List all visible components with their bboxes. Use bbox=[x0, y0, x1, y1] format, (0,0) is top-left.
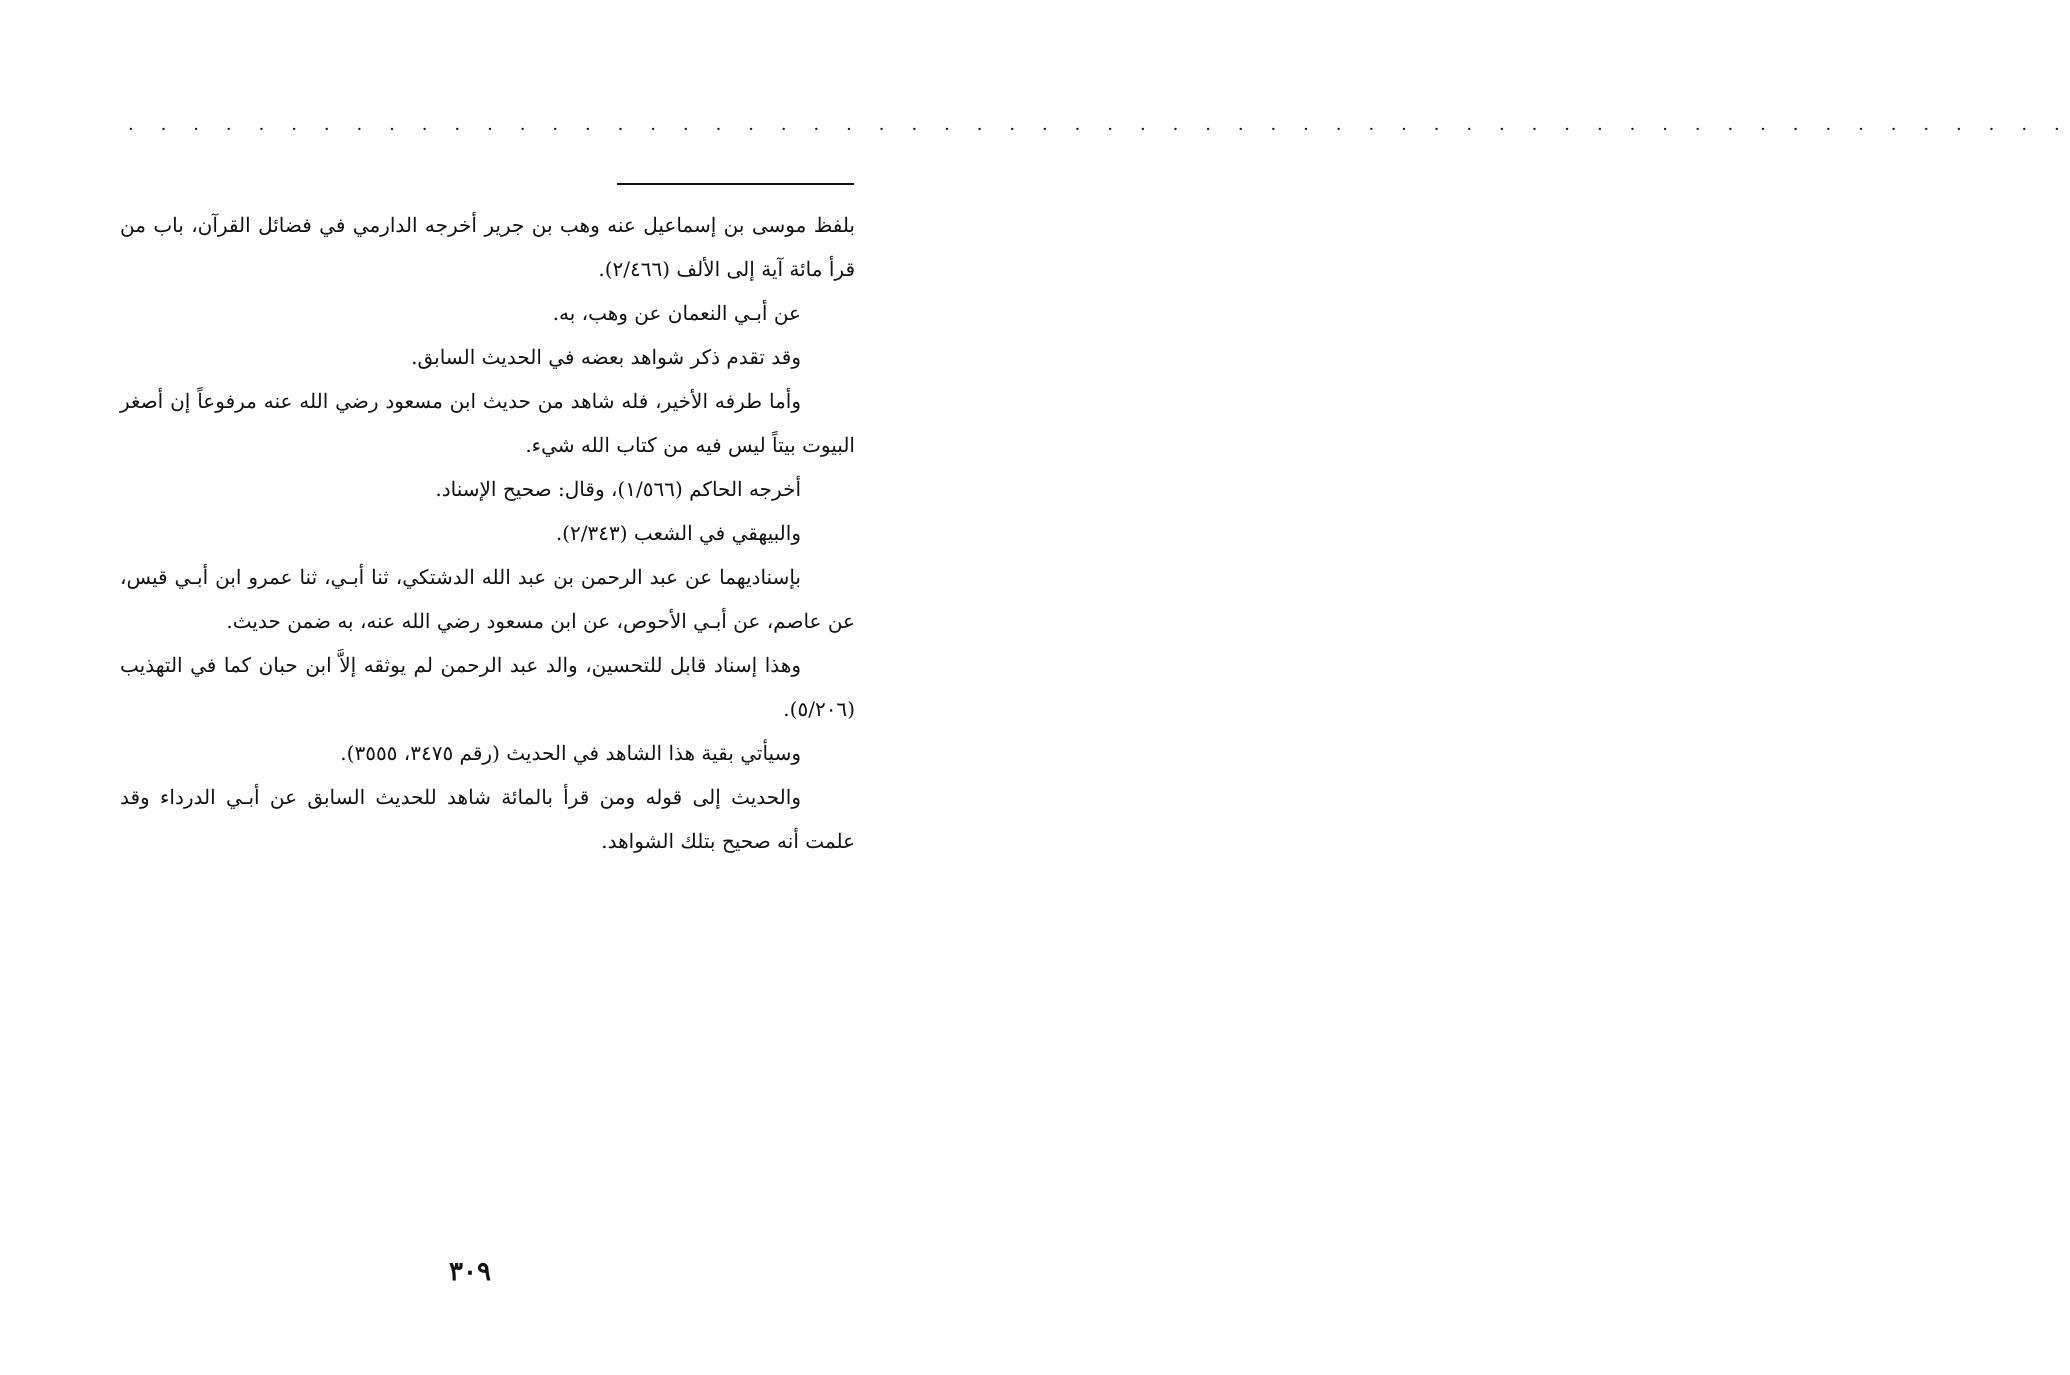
dotted-separator: · · · · · · · · · · · · · · · · · · · · · · · · · · · · · · · · · · · · · · · · · · · · · · · · · · · · · · · · · · · · bbox=[128, 119, 2070, 140]
paragraph: والحديث إلى قوله ومن قرأ بالمائة شاهد للحديث السابق عن أبـي الدرداء وقد علمت أنه صحيح بتلك الشواهد. bbox=[120, 785, 855, 853]
footnote-text bbox=[120, 203, 855, 863]
paragraph: والبيهقي في الشعب (٢/٣٤٣). bbox=[555, 521, 801, 545]
paragraph: وهذا إسناد قابل للتحسين، والد عبد الرحمن لم يوثقه إلاَّ ابن حبان كما في التهذيب (٥/٢٠٦). bbox=[120, 653, 855, 721]
paragraph: وقد تقدم ذكر شواهد بعضه في الحديث السابق. bbox=[411, 345, 801, 369]
footnote-rule bbox=[617, 183, 854, 185]
paragraph: بلفظ موسى بن إسماعيل عنه وهب بن جرير أخرجه الدارمي في فضائل القرآن، باب من قرأ مائة آية إلى الألف (٢/٤٦٦). bbox=[120, 213, 856, 281]
page-number: ٣٠٩ bbox=[449, 1257, 491, 1287]
paragraph: عن أبـي النعمان عن وهب، به. bbox=[552, 301, 801, 325]
paragraph: وأما طرفه الأخير، فله شاهد من حديث ابن مسعود رضي الله عنه مرفوعاً إن أصغر البيوت بيتاً ليس فيه من كتاب الله شيء. bbox=[120, 389, 855, 457]
paragraph: أخرجه الحاكم (١/٥٦٦)، وقال: صحيح الإسناد. bbox=[435, 477, 801, 501]
paragraph: بإسناديهما عن عبد الرحمن بن عبد الله الدشتكي، ثنا أبـي، ثنا عمرو ابن أبـي قيس، عن عاصم، عن أبـي الأحوص، عن ابن مسعود رضي الله عنه، به ضمن حديث. bbox=[120, 565, 855, 633]
paragraph: وسيأتي بقية هذا الشاهد في الحديث (رقم ٣٤٧٥، ٣٥٥٥). bbox=[340, 741, 801, 765]
